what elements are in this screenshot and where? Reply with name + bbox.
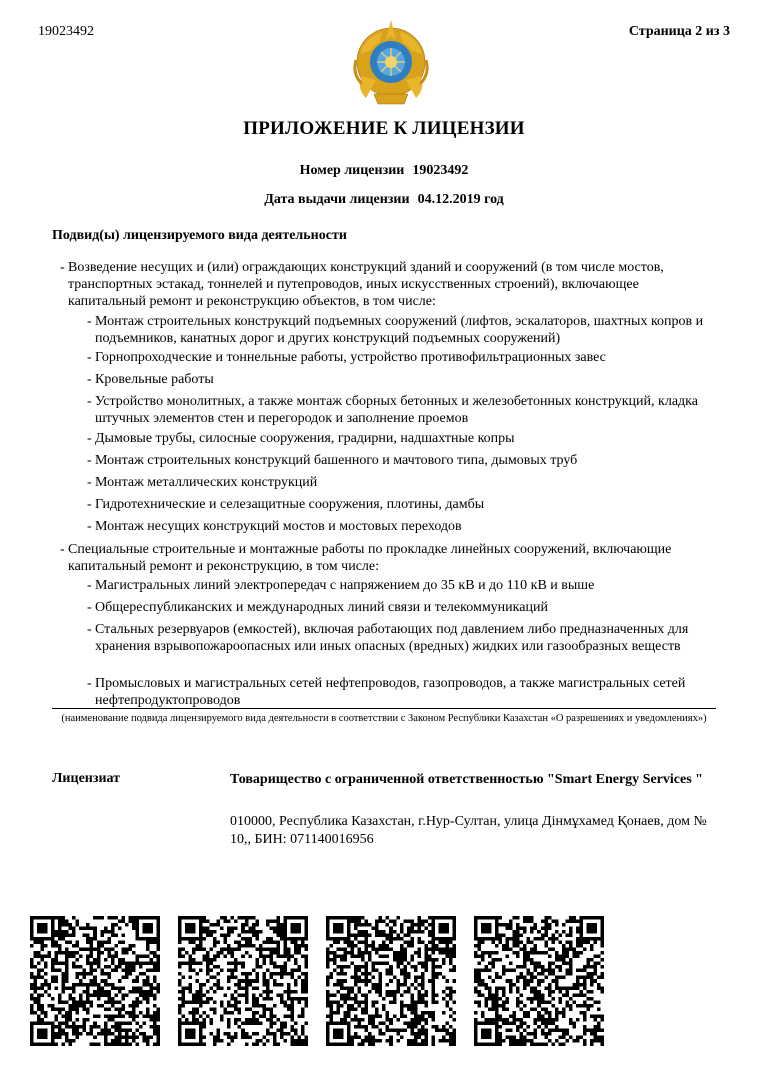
licensee-name: Товарищество с ограниченной ответственностью "Smart Energy Services " bbox=[230, 772, 703, 787]
activity-item: - Монтаж строительных конструкций башенного и мачтового типа, дымовых труб bbox=[87, 453, 578, 468]
activity-item-text: Монтаж строительных конструкций подъемных сооружений (лифтов, эскалаторов, шахтных копров и подъемников, канатных дорог и других конструкций подъемных сооружений) bbox=[95, 314, 704, 346]
license-number-label: Номер лицензии bbox=[299, 163, 405, 178]
divider bbox=[52, 708, 716, 709]
activity-item: - Горнопроходческие и тоннельные работы, устройство противофильтрационных завес bbox=[87, 350, 606, 365]
activity-item-text: Промысловых и магистральных сетей нефтепроводов, газопроводов, а также магистральных сетей нефтепродуктопроводов bbox=[95, 676, 686, 708]
licensee-address: 010000, Республика Казахстан, г.Нур-Султан, улица Дінмұхамед Қонаев, дом № 10,, БИН: 071140016956 bbox=[230, 814, 707, 847]
activity-text: Специальные строительные и монтажные работы по прокладке линейных сооружений, включающие капитальный ремонт и реконструкцию, в том числе: bbox=[68, 542, 672, 574]
activity-item: - Стальных резервуаров (емкостей), включая работающих под давлением либо предназначенных для хранения взрывопожароопасных или иных опасных (вредных) жидких или газообразных веществ bbox=[87, 622, 689, 654]
document-number: 19023492 bbox=[38, 24, 94, 39]
state-emblem-icon bbox=[352, 14, 430, 110]
license-number bbox=[0, 163, 768, 179]
activity-item: - Гидротехнические и селезащитные сооружения, плотины, дамбы bbox=[87, 497, 485, 512]
subkind-heading: Подвид(ы) лицензируемого вида деятельности bbox=[52, 228, 347, 243]
activity-item-text: Стальных резервуаров (емкостей), включая работающих под давлением либо предназначенных для хранения взрывопожароопасных или иных опасных (вредных) жидких или газообразных веществ bbox=[95, 622, 689, 654]
activity-item: - Монтаж металлических конструкций bbox=[87, 475, 318, 490]
licensee-label: Лицензиат bbox=[52, 771, 121, 786]
page-number: Страница 2 из 3 bbox=[628, 24, 730, 39]
issue-date bbox=[0, 192, 768, 208]
activity-item: - Общереспубликанских и международных линий связи и телекоммуникаций bbox=[87, 600, 548, 615]
activity-item-text: Дымовые трубы, силосные сооружения, градирни, надшахтные копры bbox=[95, 431, 515, 446]
qr-code-icon bbox=[326, 916, 456, 1046]
issue-date-value: 04.12.2019 год bbox=[417, 192, 504, 207]
activity-item-text: Кровельные работы bbox=[95, 372, 214, 387]
issue-date-label: Дата выдачи лицензии bbox=[264, 192, 410, 207]
activity-item-text: Магистральных линий электропередач с напряжением до 35 кВ и до 110 кВ и выше bbox=[95, 578, 595, 593]
activity-item: - Монтаж строительных конструкций подъемных сооружений (лифтов, эскалаторов, шахтных копров и подъемников, канатных дорог и других конструкций подъемных сооружений) bbox=[87, 314, 704, 346]
activity-item-text: Монтаж строительных конструкций башенного и мачтового типа, дымовых труб bbox=[95, 453, 578, 468]
activity-item-text: Монтаж несущих конструкций мостов и мостовых переходов bbox=[95, 519, 462, 534]
activity-item-text: Общереспубликанских и международных линий связи и телекоммуникаций bbox=[95, 600, 548, 615]
qr-code-icon bbox=[30, 916, 160, 1046]
license-number-value: 19023492 bbox=[412, 163, 469, 178]
activity-item: - Устройство монолитных, а также монтаж сборных бетонных и железобетонных конструкций, кладка штучных элементов стен и перегородок и заполнение проемов bbox=[87, 394, 698, 426]
activity-group bbox=[60, 259, 718, 310]
page-title: ПРИЛОЖЕНИЕ К ЛИЦЕНЗИИ bbox=[243, 118, 525, 139]
activity-text: Возведение несущих и (или) ограждающих конструкций зданий и сооружений (в том числе мостов, транспортных эстакад, тоннелей и путепроводов, иных искусственных строений), включающее капитальный ремонт и реконструкцию объектов, в том числе: bbox=[68, 260, 664, 309]
activity-item-text: Монтаж металлических конструкций bbox=[95, 475, 318, 490]
dash-bullet: - bbox=[60, 260, 65, 275]
activity-group bbox=[60, 541, 718, 575]
subkind-caption: (наименование подвида лицензируемого вида деятельности в соответствии с Законом Республики Казахстан «О разрешениях и уведомлениях») bbox=[61, 713, 707, 724]
activity-item-text: Горнопроходческие и тоннельные работы, устройство противофильтрационных завес bbox=[95, 350, 606, 365]
qr-code-icon bbox=[178, 916, 308, 1046]
activity-item: - Промысловых и магистральных сетей нефтепроводов, газопроводов, а также магистральных сетей нефтепродуктопроводов bbox=[87, 676, 686, 708]
activity-item: - Кровельные работы bbox=[87, 372, 214, 387]
dash-bullet: - bbox=[60, 542, 65, 557]
activity-item-text: Гидротехнические и селезащитные сооружения, плотины, дамбы bbox=[95, 497, 485, 512]
activity-item: - Дымовые трубы, силосные сооружения, градирни, надшахтные копры bbox=[87, 431, 515, 446]
activity-item: - Магистральных линий электропередач с напряжением до 35 кВ и до 110 кВ и выше bbox=[87, 578, 595, 593]
activity-item-text: Устройство монолитных, а также монтаж сборных бетонных и железобетонных конструкций, кладка штучных элементов стен и перегородок и заполнение проемов bbox=[95, 394, 698, 426]
qr-code-icon bbox=[474, 916, 604, 1046]
activity-item: - Монтаж несущих конструкций мостов и мостовых переходов bbox=[87, 519, 462, 534]
